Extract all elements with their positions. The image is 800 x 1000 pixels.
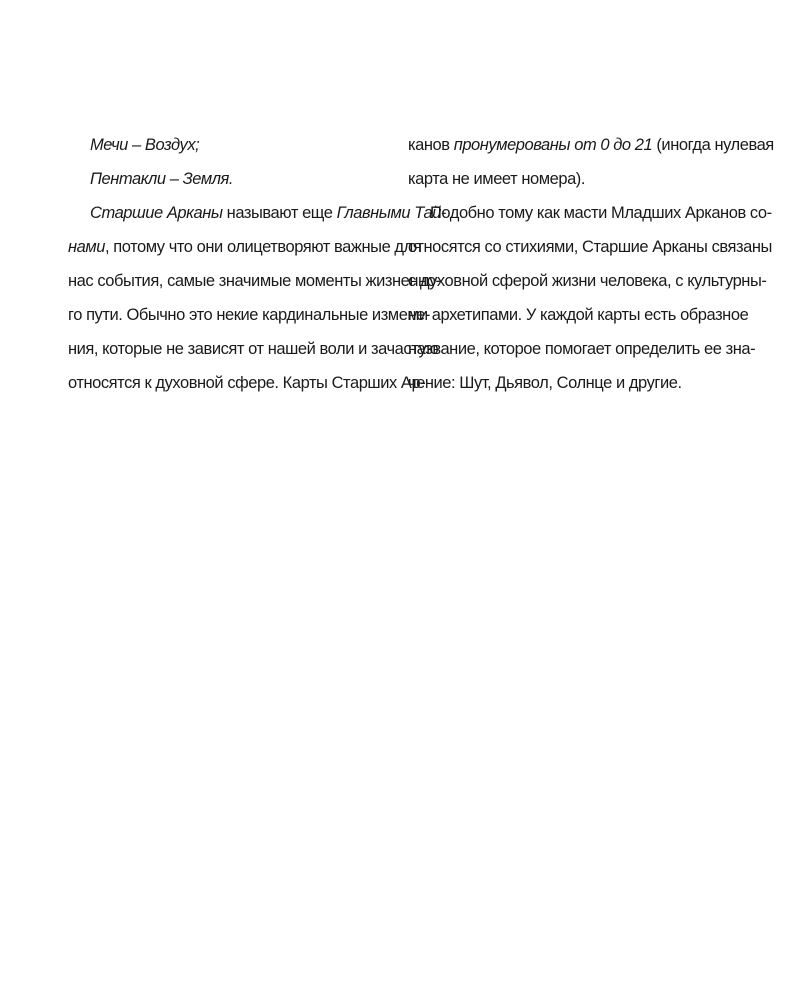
- text-span: нами: [68, 238, 105, 256]
- text-span: название, которое помогает определить ее зна-: [408, 340, 756, 358]
- text-line: [68, 196, 446, 230]
- text-line: [408, 332, 756, 366]
- text-span: Подобно тому как масти Младших Арканов со-: [430, 204, 772, 222]
- text-line: [408, 162, 728, 196]
- text-line: [408, 196, 772, 230]
- text-line: [68, 332, 439, 366]
- text-line: [408, 230, 772, 264]
- text-span: относятся к духовной сфере. Карты Старших Ар-: [68, 374, 426, 392]
- text-line: [408, 366, 728, 400]
- text-span: ния, которые не зависят от нашей воли и зачастую: [68, 340, 439, 358]
- text-span: карта не имеет номера).: [408, 170, 585, 188]
- text-span: ми архетипами. У каждой карты есть образное: [408, 306, 749, 324]
- text-span: Пентакли – Земля.: [90, 170, 234, 188]
- text-line: [408, 264, 767, 298]
- text-span: Главными Тай-: [336, 204, 446, 222]
- right-text-column: [408, 128, 774, 400]
- text-span: пронумерованы от 0 до 21: [453, 136, 653, 154]
- text-span: относятся со стихиями, Старшие Арканы связаны: [408, 238, 772, 256]
- text-span: Старшие Арканы: [90, 204, 223, 222]
- text-span: , потому что они олицетворяют важные для: [104, 238, 422, 256]
- text-line: [68, 230, 422, 264]
- text-line: [68, 264, 441, 298]
- text-line: [68, 162, 388, 196]
- text-line: [68, 128, 388, 162]
- text-span: канов: [408, 136, 454, 154]
- text-line: [408, 128, 774, 162]
- text-span: нас события, самые значимые моменты жизненно-: [68, 272, 441, 290]
- text-span: с духовной сферой жизни человека, с культурны-: [408, 272, 767, 290]
- text-line: [68, 298, 430, 332]
- text-span: го пути. Обычно это некие кардинальные измене-: [68, 306, 430, 324]
- text-span: чение: Шут, Дьявол, Солнце и другие.: [408, 374, 682, 392]
- text-line: [408, 298, 749, 332]
- text-span: называют еще: [222, 204, 337, 222]
- text-span: Мечи – Воздух;: [90, 136, 200, 154]
- text-line: [68, 366, 426, 400]
- text-span: (иногда нулевая: [652, 136, 774, 154]
